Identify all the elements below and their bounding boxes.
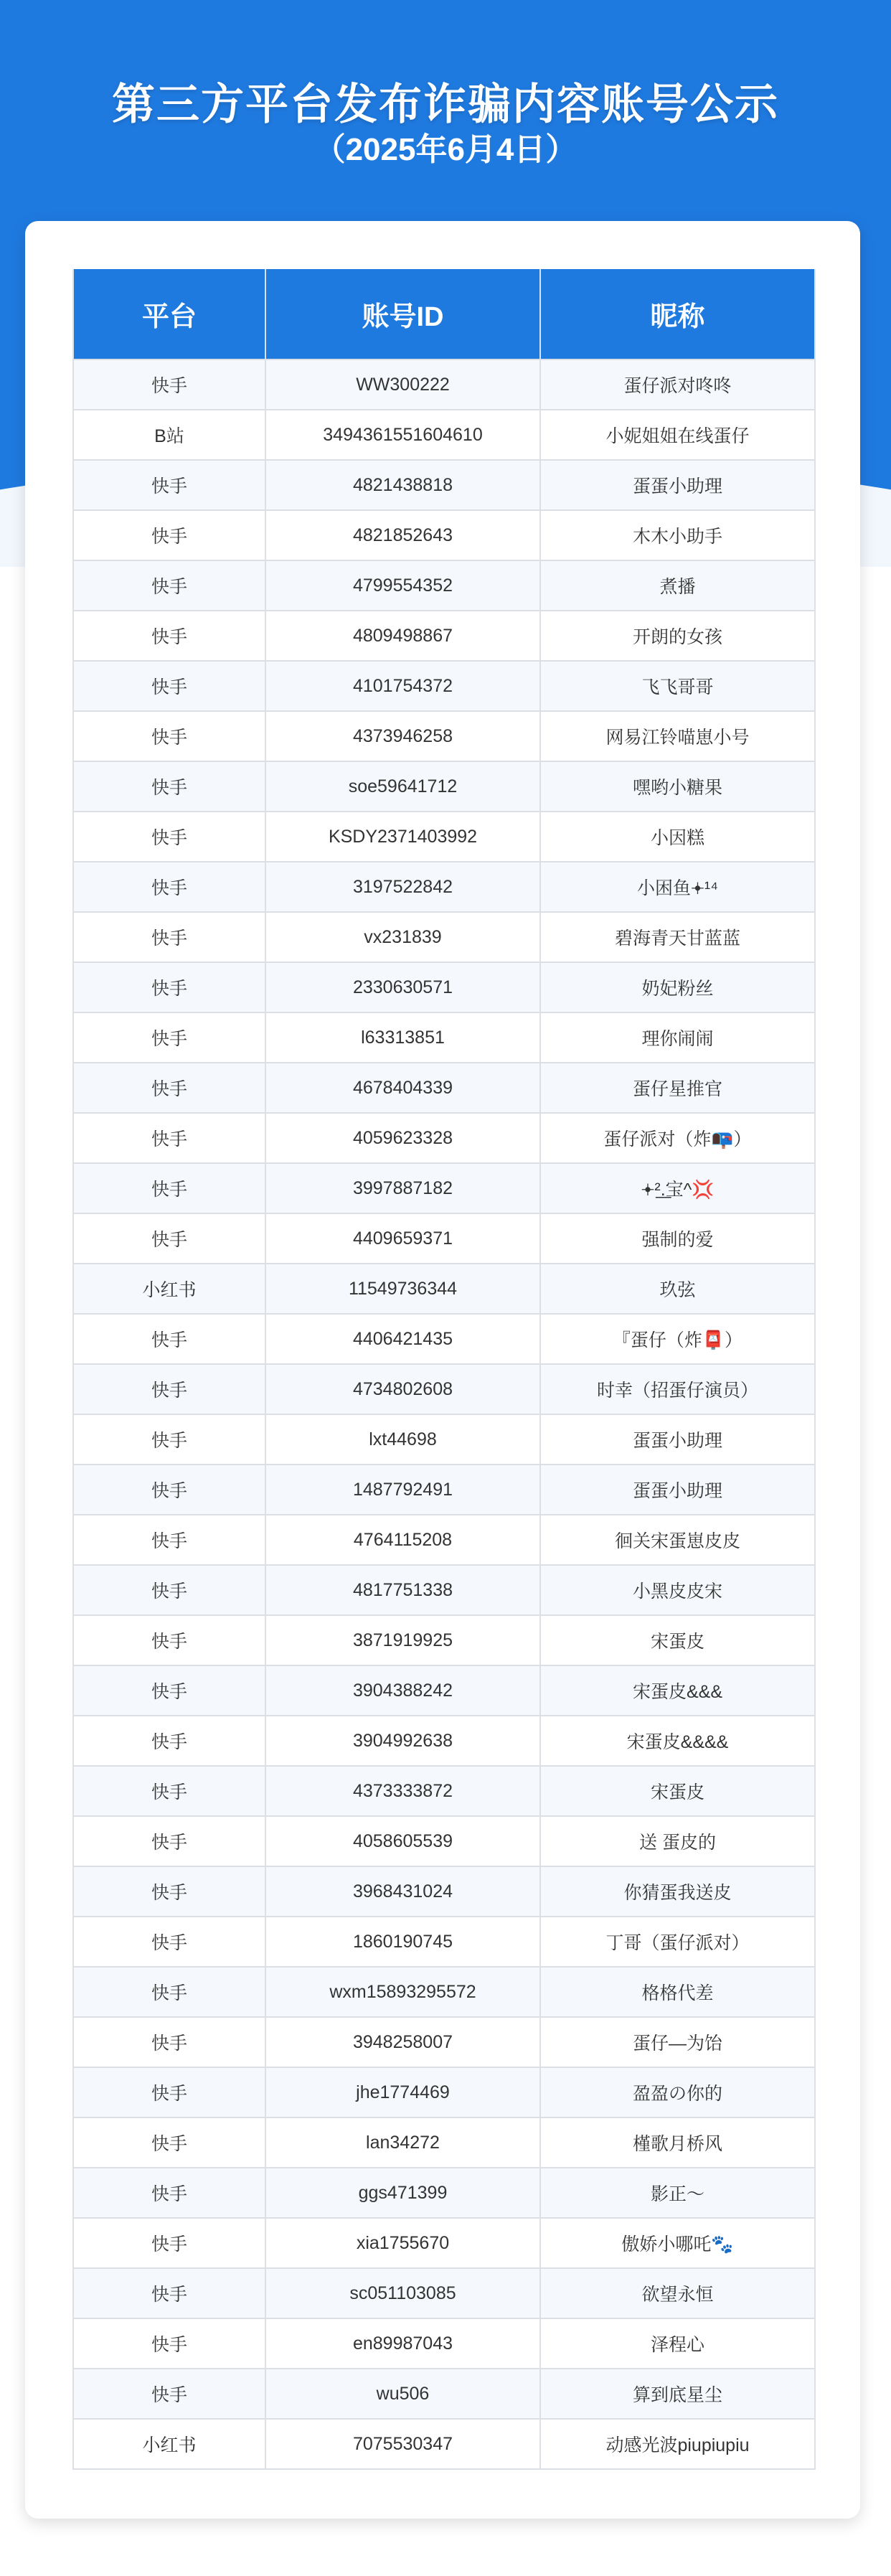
cell-nickname: 影正～ bbox=[540, 2168, 815, 2218]
cell-platform: B站 bbox=[73, 410, 265, 460]
cell-nickname: 小因糕 bbox=[540, 812, 815, 862]
cell-platform: 快手 bbox=[73, 912, 265, 962]
table-row bbox=[73, 2268, 815, 2318]
cell-nickname: 蛋蛋小助理 bbox=[540, 1465, 815, 1515]
cell-platform: 快手 bbox=[73, 2218, 265, 2268]
cell-platform: 小红书 bbox=[73, 1264, 265, 1314]
table-row bbox=[73, 2318, 815, 2369]
table-row bbox=[73, 2369, 815, 2419]
cell-nickname: 欲望永恒 bbox=[540, 2268, 815, 2318]
table-row bbox=[73, 1967, 815, 2017]
cell-account-id: 4373333872 bbox=[265, 1766, 540, 1816]
cell-account-id: 4058605539 bbox=[265, 1816, 540, 1866]
cell-platform: 快手 bbox=[73, 611, 265, 661]
cell-platform: 快手 bbox=[73, 1967, 265, 2017]
cell-platform: 快手 bbox=[73, 1766, 265, 1816]
cell-account-id: vx231839 bbox=[265, 912, 540, 962]
cell-nickname: 槿歌月桥风 bbox=[540, 2117, 815, 2168]
table-row bbox=[73, 661, 815, 711]
table-body bbox=[73, 359, 815, 2469]
cell-account-id: 4799554352 bbox=[265, 560, 540, 611]
cell-nickname: 时幸（招蛋仔演员） bbox=[540, 1364, 815, 1414]
cell-account-id: 3871919925 bbox=[265, 1615, 540, 1665]
cell-account-id: 4409659371 bbox=[265, 1213, 540, 1264]
cell-nickname: 宋蛋皮 bbox=[540, 1615, 815, 1665]
cell-nickname: 强制的爱 bbox=[540, 1213, 815, 1264]
cell-nickname: 盈盈の你的 bbox=[540, 2067, 815, 2117]
cell-platform: 快手 bbox=[73, 1615, 265, 1665]
table-row bbox=[73, 460, 815, 510]
cell-account-id: 7075530347 bbox=[265, 2419, 540, 2469]
cell-account-id: 4821852643 bbox=[265, 510, 540, 560]
cell-platform: 快手 bbox=[73, 510, 265, 560]
cell-platform: 快手 bbox=[73, 1364, 265, 1414]
cell-platform: 快手 bbox=[73, 862, 265, 912]
table-row bbox=[73, 1213, 815, 1264]
table-row bbox=[73, 912, 815, 962]
table-row bbox=[73, 1163, 815, 1213]
cell-account-id: 4373946258 bbox=[265, 711, 540, 761]
cell-account-id: soe59641712 bbox=[265, 761, 540, 812]
cell-account-id: jhe1774469 bbox=[265, 2067, 540, 2117]
cell-nickname: 开朗的女孩 bbox=[540, 611, 815, 661]
cell-nickname: 泽程心 bbox=[540, 2318, 815, 2369]
table-row bbox=[73, 1264, 815, 1314]
cell-nickname: 嘿哟小糖果 bbox=[540, 761, 815, 812]
cell-account-id: 4764115208 bbox=[265, 1515, 540, 1565]
cell-account-id: 4678404339 bbox=[265, 1063, 540, 1113]
cell-platform: 快手 bbox=[73, 359, 265, 410]
table-row bbox=[73, 1414, 815, 1465]
cell-nickname: 玖弦 bbox=[540, 1264, 815, 1314]
table-row bbox=[73, 510, 815, 560]
cell-platform: 快手 bbox=[73, 1163, 265, 1213]
cell-account-id: 4059623328 bbox=[265, 1113, 540, 1163]
cell-account-id: 4734802608 bbox=[265, 1364, 540, 1414]
table-row bbox=[73, 560, 815, 611]
cell-nickname: 𖥔²͟.宝^💢 bbox=[540, 1163, 815, 1213]
cell-nickname: 徊关宋蛋崽皮皮 bbox=[540, 1515, 815, 1565]
table-row bbox=[73, 1063, 815, 1113]
table-row bbox=[73, 2419, 815, 2469]
cell-account-id: 4809498867 bbox=[265, 611, 540, 661]
cell-nickname: 碧海青天甘蓝蓝 bbox=[540, 912, 815, 962]
page-title: 第三方平台发布诈骗内容账号公示 bbox=[112, 80, 779, 128]
cell-platform: 快手 bbox=[73, 460, 265, 510]
cell-platform: 快手 bbox=[73, 1716, 265, 1766]
cell-nickname: 蛋仔星推官 bbox=[540, 1063, 815, 1113]
cell-account-id: lan34272 bbox=[265, 2117, 540, 2168]
table-row bbox=[73, 1012, 815, 1063]
cell-platform: 快手 bbox=[73, 2117, 265, 2168]
cell-nickname: 小困鱼𖥔¹⁴ bbox=[540, 862, 815, 912]
cell-platform: 快手 bbox=[73, 761, 265, 812]
cell-account-id: WW300222 bbox=[265, 359, 540, 410]
cell-nickname: 网易江铃喵崽小号 bbox=[540, 711, 815, 761]
column-header-account-id: 账号ID bbox=[265, 269, 540, 359]
cell-nickname: 蛋仔派对（炸📭） bbox=[540, 1113, 815, 1163]
cell-account-id: 3968431024 bbox=[265, 1866, 540, 1917]
cell-platform: 快手 bbox=[73, 1515, 265, 1565]
cell-account-id: 4817751338 bbox=[265, 1565, 540, 1615]
table-row bbox=[73, 812, 815, 862]
page-subtitle: （2025年6月4日） bbox=[314, 132, 578, 167]
cell-nickname: 动感光波piupiupiu bbox=[540, 2419, 815, 2469]
cell-nickname: 宋蛋皮&&& bbox=[540, 1665, 815, 1716]
cell-account-id: sc051103085 bbox=[265, 2268, 540, 2318]
table-header-row bbox=[73, 269, 815, 359]
table-row bbox=[73, 1766, 815, 1816]
cell-platform: 快手 bbox=[73, 2067, 265, 2117]
table-header bbox=[73, 269, 815, 359]
table-row bbox=[73, 1816, 815, 1866]
cell-platform: 快手 bbox=[73, 2369, 265, 2419]
table-row bbox=[73, 1866, 815, 1917]
cell-platform: 快手 bbox=[73, 2017, 265, 2067]
cell-platform: 快手 bbox=[73, 1012, 265, 1063]
cell-platform: 快手 bbox=[73, 2318, 265, 2369]
table-row bbox=[73, 2067, 815, 2117]
cell-platform: 快手 bbox=[73, 1465, 265, 1515]
cell-platform: 快手 bbox=[73, 962, 265, 1012]
table-row bbox=[73, 1665, 815, 1716]
cell-platform: 快手 bbox=[73, 1866, 265, 1917]
cell-account-id: ggs471399 bbox=[265, 2168, 540, 2218]
cell-nickname: 算到底星尘 bbox=[540, 2369, 815, 2419]
table-row bbox=[73, 761, 815, 812]
cell-platform: 快手 bbox=[73, 2168, 265, 2218]
column-header-platform: 平台 bbox=[73, 269, 265, 359]
cell-account-id: KSDY2371403992 bbox=[265, 812, 540, 862]
cell-platform: 快手 bbox=[73, 1213, 265, 1264]
table-card bbox=[25, 221, 860, 2519]
cell-account-id: 2330630571 bbox=[265, 962, 540, 1012]
cell-platform: 快手 bbox=[73, 1414, 265, 1465]
accounts-table bbox=[72, 269, 816, 2470]
cell-account-id: 1860190745 bbox=[265, 1917, 540, 1967]
cell-platform: 快手 bbox=[73, 711, 265, 761]
cell-account-id: 3904388242 bbox=[265, 1665, 540, 1716]
table-row bbox=[73, 2168, 815, 2218]
cell-nickname: 格格代差 bbox=[540, 1967, 815, 2017]
table-row bbox=[73, 410, 815, 460]
cell-account-id: 11549736344 bbox=[265, 1264, 540, 1314]
cell-account-id: 3494361551604610 bbox=[265, 410, 540, 460]
cell-nickname: 木木小助手 bbox=[540, 510, 815, 560]
table-row bbox=[73, 1917, 815, 1967]
table-row bbox=[73, 1716, 815, 1766]
cell-platform: 快手 bbox=[73, 1565, 265, 1615]
cell-nickname: 飞飞哥哥 bbox=[540, 661, 815, 711]
table-row bbox=[73, 611, 815, 661]
table-row bbox=[73, 1465, 815, 1515]
cell-nickname: 宋蛋皮&&&& bbox=[540, 1716, 815, 1766]
cell-account-id: en89987043 bbox=[265, 2318, 540, 2369]
table-row bbox=[73, 1314, 815, 1364]
cell-platform: 快手 bbox=[73, 1063, 265, 1113]
cell-nickname: 奶妃粉丝 bbox=[540, 962, 815, 1012]
table-row bbox=[73, 2117, 815, 2168]
cell-account-id: lxt44698 bbox=[265, 1414, 540, 1465]
cell-nickname: 小妮姐姐在线蛋仔 bbox=[540, 410, 815, 460]
cell-account-id: 4406421435 bbox=[265, 1314, 540, 1364]
cell-nickname: 煮播 bbox=[540, 560, 815, 611]
cell-account-id: 1487792491 bbox=[265, 1465, 540, 1515]
cell-nickname: 送 蛋皮的 bbox=[540, 1816, 815, 1866]
cell-account-id: xia1755670 bbox=[265, 2218, 540, 2268]
cell-nickname: 理你闹闹 bbox=[540, 1012, 815, 1063]
cell-account-id: 3948258007 bbox=[265, 2017, 540, 2067]
cell-platform: 快手 bbox=[73, 2268, 265, 2318]
cell-platform: 快手 bbox=[73, 812, 265, 862]
cell-platform: 快手 bbox=[73, 1665, 265, 1716]
cell-platform: 快手 bbox=[73, 1917, 265, 1967]
cell-account-id: wu506 bbox=[265, 2369, 540, 2419]
cell-account-id: 3997887182 bbox=[265, 1163, 540, 1213]
cell-nickname: 你猜蛋我送皮 bbox=[540, 1866, 815, 1917]
cell-account-id: 4821438818 bbox=[265, 460, 540, 510]
table-row bbox=[73, 711, 815, 761]
table-row bbox=[73, 1364, 815, 1414]
cell-platform: 快手 bbox=[73, 1816, 265, 1866]
table-row bbox=[73, 1565, 815, 1615]
cell-account-id: 4101754372 bbox=[265, 661, 540, 711]
cell-nickname: 傲娇小哪吒🐾 bbox=[540, 2218, 815, 2268]
cell-nickname: 丁哥（蛋仔派对） bbox=[540, 1917, 815, 1967]
table-row bbox=[73, 2017, 815, 2067]
cell-platform: 小红书 bbox=[73, 2419, 265, 2469]
cell-account-id: wxm15893295572 bbox=[265, 1967, 540, 2017]
table-row bbox=[73, 1615, 815, 1665]
cell-account-id: 3904992638 bbox=[265, 1716, 540, 1766]
column-header-nickname: 昵称 bbox=[540, 269, 815, 359]
cell-platform: 快手 bbox=[73, 560, 265, 611]
table-row bbox=[73, 962, 815, 1012]
cell-account-id: 3197522842 bbox=[265, 862, 540, 912]
table-row bbox=[73, 862, 815, 912]
cell-platform: 快手 bbox=[73, 661, 265, 711]
cell-nickname: 蛋蛋小助理 bbox=[540, 460, 815, 510]
cell-nickname: 小黑皮皮宋 bbox=[540, 1565, 815, 1615]
cell-platform: 快手 bbox=[73, 1113, 265, 1163]
table-row bbox=[73, 2218, 815, 2268]
cell-platform: 快手 bbox=[73, 1314, 265, 1364]
cell-nickname: 宋蛋皮 bbox=[540, 1766, 815, 1816]
cell-nickname: 蛋仔派对咚咚 bbox=[540, 359, 815, 410]
table-row bbox=[73, 359, 815, 410]
cell-nickname: 蛋蛋小助理 bbox=[540, 1414, 815, 1465]
cell-nickname: 『蛋仔（炸📮） bbox=[540, 1314, 815, 1364]
cell-nickname: 蛋仔—为饴 bbox=[540, 2017, 815, 2067]
table-row bbox=[73, 1113, 815, 1163]
cell-account-id: l63313851 bbox=[265, 1012, 540, 1063]
table-row bbox=[73, 1515, 815, 1565]
